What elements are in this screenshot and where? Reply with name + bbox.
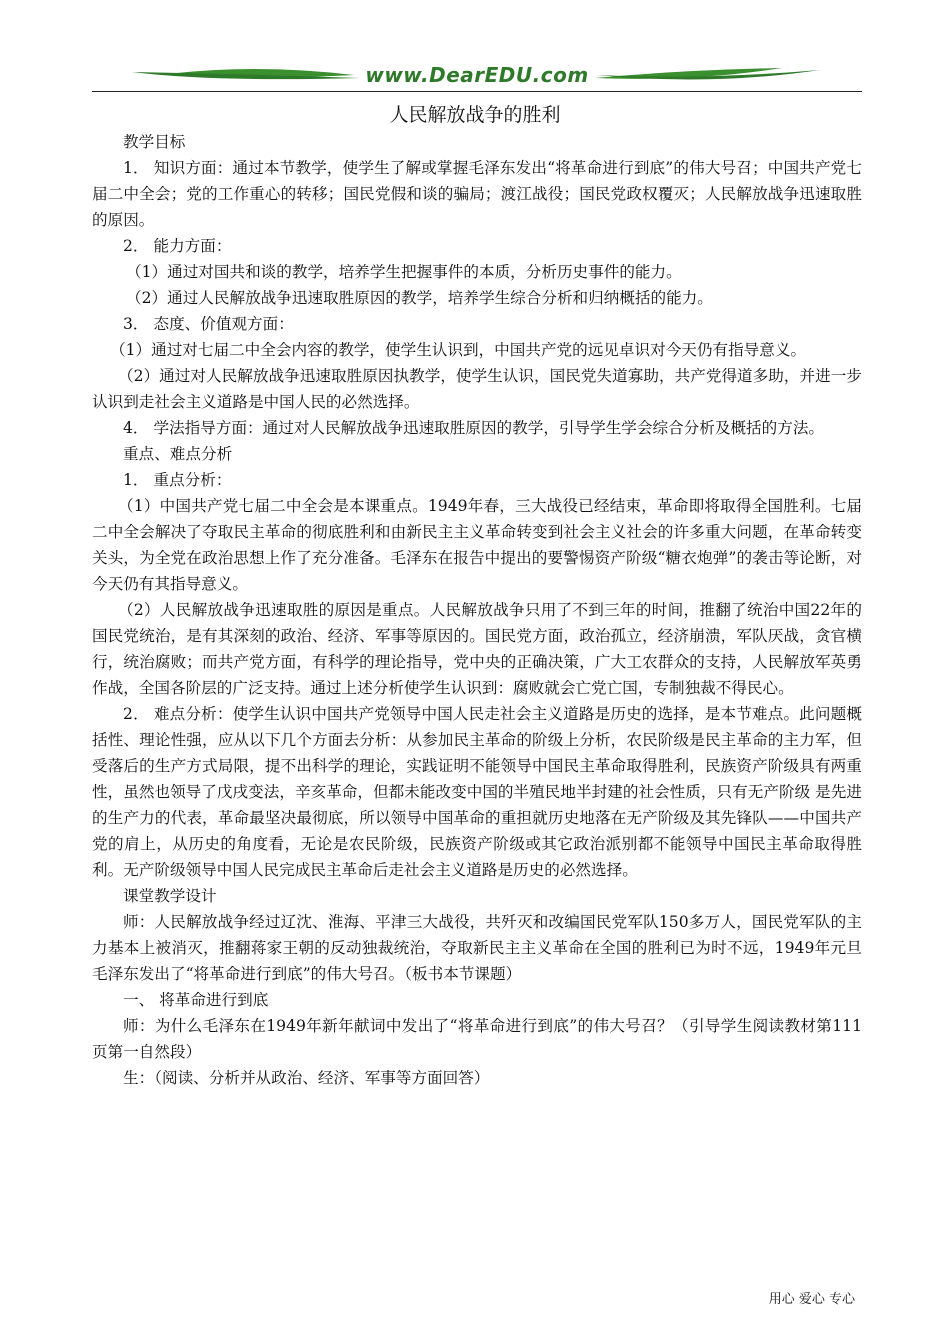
section-heading-class-design: 课堂教学设计 xyxy=(123,887,217,905)
document-title: 人民解放战争的胜利 xyxy=(389,104,561,126)
paragraph: （2）人民解放战争迅速取胜的原因是重点。人民解放战争只用了不到三年的时间，推翻了统治中国22年的国民党统治，是有其深刻的政治、经济、军事等原因的。国民党方面，政治孤立，经济崩溃，军队厌战，贪官横行，统治腐败；而共产党方面，有科学的理论指导，党中央的正确决策，广大工农群众的支持，人民解放军英勇作战，全国各阶层的广泛支持。通过上述分析使学生认识到：腐败就会亡党亡国，专制独裁不得民心。 xyxy=(92,601,862,697)
paragraph: 生：（阅读、分析并从政治、经济、军事等方面回答） xyxy=(123,1069,490,1087)
paragraph: 3． 态度、价值观方面： xyxy=(123,315,294,333)
paragraph: 1． 重点分析： xyxy=(123,471,232,489)
paragraph: 1． 知识方面：通过本节教学，使学生了解或掌握毛泽东发出“将革命进行到底”的伟大号召；中国共产党七届二中全会；党的工作重心的转移；国民党假和谈的骗局；渡江战役；国民党政权覆灭；人民解放战争迅速取胜的原因。 xyxy=(92,159,862,229)
paragraph: 4． 学法指导方面：通过对人民解放战争迅速取胜原因的教学，引导学生学会综合分析及概括的方法。 xyxy=(123,419,825,437)
page-footer: 用心 爱心 专心 xyxy=(768,1292,855,1307)
paragraph: （1）中国共产党七届二中全会是本课重点。1949年春，三大战役已经结束，革命即将取得全国胜利。七届二中全会解决了夺取民主革命的彻底胜利和由新民主主义革命转变到社会主义社会的许多重大问题，在革命转变关头，为全党在政治思想上作了充分准备。毛泽东在报告中提出的要警惕资产阶级“糖衣炮弹”的袭击等论断，对今天仍有其指导意义。 xyxy=(92,497,862,593)
paragraph: （1）通过对国共和谈的教学，培养学生把握事件的本质，分析历史事件的能力。 xyxy=(126,263,682,281)
paragraph: （1）通过对七届二中全会内容的教学，使学生认识到，中国共产党的远见卓识对今天仍有指导意义。 xyxy=(110,341,807,359)
section-heading-key-points: 重点、难点分析 xyxy=(123,445,233,463)
paragraph: 2． 难点分析：使学生认识中国共产党领导中国人民走社会主义道路是历史的选择，是本节难点。此问题概括性、理论性强，应从以下几个方面去分析：从参加民主革命的阶级上分析，农民阶级是民主革命的主力军，但受落后的生产方式局限，提不出科学的理论，实践证明不能领导中国民主革命取得胜利，民族资产阶级具有两重性，虽然也领导了戊戌变法，辛亥革命，但都未能改变中国的半殖民地半封建的社会性质，只有无产阶级 是先进的生产力的代表，革命最坚决最彻底，所以领导中国革命的重担就历史地落在无产阶级及其先锋队——中国共产党的肩上，从历史的角度看，无论是农民阶级，民族资产阶级或其它政治派别都不能领导中国民主革命取得胜利。无产阶级领导中国人民完成民主革命后走社会主义道路是历史的必然选择。 xyxy=(92,705,862,879)
paragraph: 师：人民解放战争经过辽沈、淮海、平津三大战役，共歼灭和改编国民党军队150多万人，国民党军队的主力基本上被消灭，推翻蒋家王朝的反动独裁统治，夺取新民主主义革命在全国的胜利已为时不远，1949年元旦毛泽东发出了“将革命进行到底”的伟大号召。（板书本节课题） xyxy=(92,913,862,983)
site-header-banner xyxy=(92,60,862,94)
paragraph: （2）通过对人民解放战争迅速取胜原因执教学，使学生认识，国民党失道寡助，共产党得道多助，并进一步认识到走社会主义道路是中国人民的必然选择。 xyxy=(92,367,862,411)
header-rule xyxy=(92,91,862,92)
paragraph: （2）通过人民解放战争迅速取胜原因的教学，培养学生综合分析和归纳概括的能力。 xyxy=(126,289,713,307)
site-url: www.DearEDU.com xyxy=(365,63,589,87)
paragraph: 师：为什么毛泽东在1949年新年献词中发出了“将革命进行到底”的伟大号召？（引导学生阅读教材第111页第一自然段） xyxy=(92,1017,862,1061)
document-body xyxy=(92,129,862,1091)
subsection-heading: 一、 将革命进行到底 xyxy=(123,991,269,1009)
paragraph: 2． 能力方面： xyxy=(123,237,232,255)
section-heading-objectives: 教学目标 xyxy=(123,133,186,151)
